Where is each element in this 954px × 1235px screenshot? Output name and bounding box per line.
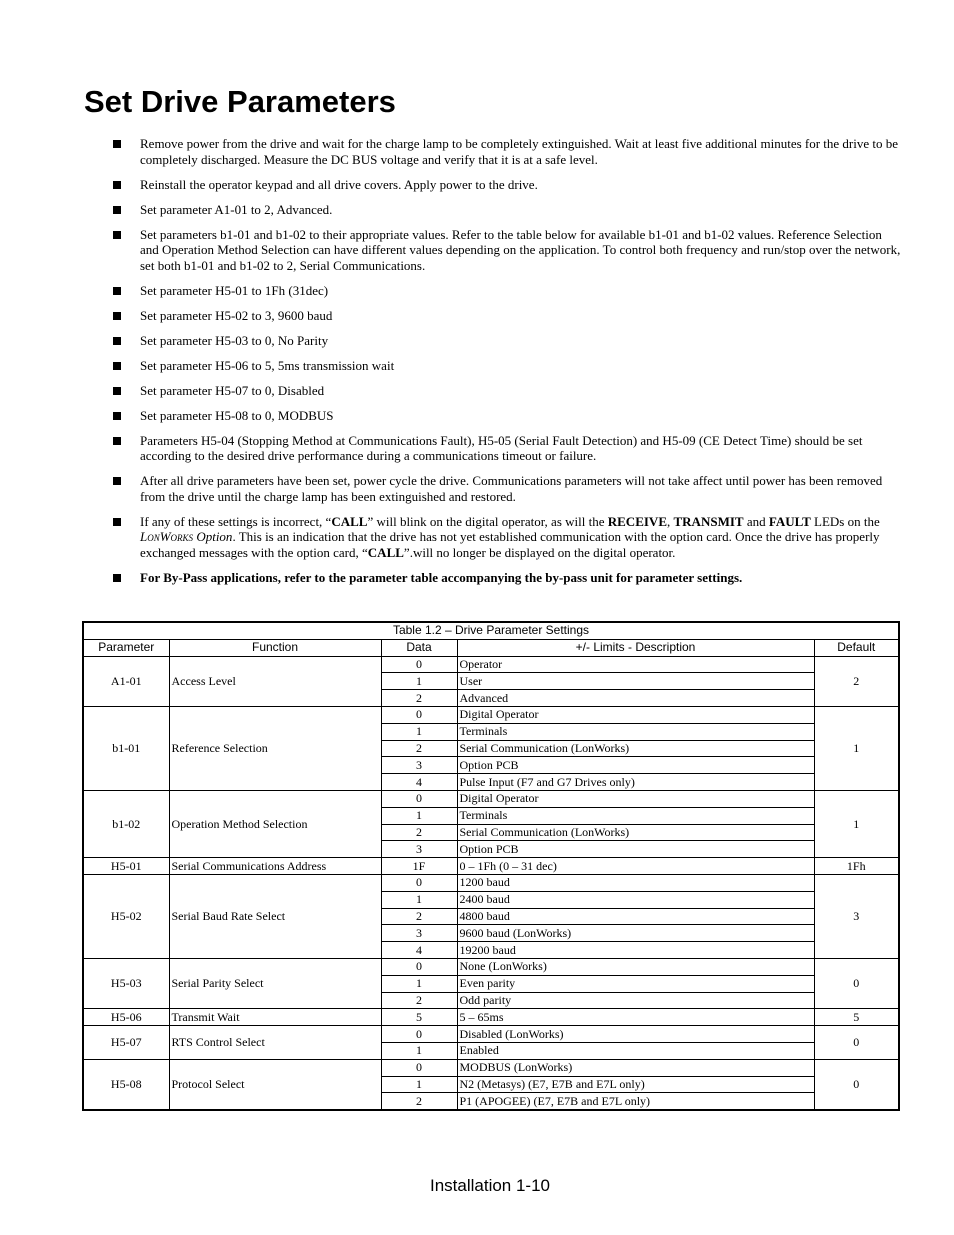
description-cell: Serial Communication (LonWorks) [457,824,814,841]
column-header: +/- Limits - Description [457,639,814,656]
description-cell: Serial Communication (LonWorks) [457,740,814,757]
data-cell: 2 [381,992,457,1009]
data-cell: 0 [381,958,457,975]
function-cell: Transmit Wait [169,1009,381,1026]
table-row [83,874,899,891]
bullet-square-icon [113,140,121,148]
description-cell: N2 (Metasys) (E7, E7B and E7L only) [457,1076,814,1093]
list-item-bypass-note: For By-Pass applications, refer to the parameter table accompanying the by-pass unit for parameter settings. [112,570,902,586]
description-cell: Terminals [457,807,814,824]
table-row [83,1026,899,1043]
bullet-square-icon [113,437,121,445]
table-body [83,656,899,1110]
data-cell: 4 [381,774,457,791]
description-cell: Terminals [457,723,814,740]
default-cell: 0 [814,958,899,1008]
data-cell: 0 [381,656,457,673]
default-cell: 3 [814,874,899,958]
list-item: Set parameter H5-06 to 5, 5ms transmission wait [112,358,902,374]
column-header: Default [814,639,899,656]
description-cell: Disabled (LonWorks) [457,1026,814,1043]
bullet-square-icon [113,412,121,420]
table-caption: Table 1.2 – Drive Parameter Settings [83,622,899,639]
list-item-call-warning: If any of these settings is incorrect, “CALL” will blink on the digital operator, as will the RECEIVE, TRANSMIT and FAULT LEDs on the LonWorks Option. This is an indication that the drive has not yet established communication with the option card. Once the drive has properly exchanged messages with the option card, “CALL”.will no longer be displayed on the digital operator. [112,514,902,561]
table-row [83,1009,899,1026]
data-cell: 3 [381,841,457,858]
table-caption-row [83,622,899,639]
description-cell: Advanced [457,690,814,707]
instruction-list [112,136,902,595]
description-cell: None (LonWorks) [457,958,814,975]
function-cell: Protocol Select [169,1059,381,1110]
data-cell: 0 [381,1026,457,1043]
parameter-cell: H5-03 [83,958,169,1008]
drive-parameter-table [82,621,900,1111]
data-cell: 4 [381,942,457,959]
data-cell: 3 [381,757,457,774]
table-row [83,790,899,807]
bullet-square-icon [113,231,121,239]
bullet-square-icon [113,312,121,320]
list-item: Set parameter H5-03 to 0, No Parity [112,333,902,349]
function-cell: Reference Selection [169,706,381,790]
data-cell: 1 [381,975,457,992]
description-cell: User [457,673,814,690]
description-cell: Digital Operator [457,706,814,723]
function-cell: Serial Communications Address [169,858,381,875]
description-cell: 19200 baud [457,942,814,959]
data-cell: 1 [381,807,457,824]
list-item: Parameters H5-04 (Stopping Method at Communications Fault), H5-05 (Serial Fault Detection) and H5-09 (CE Detect Time) should be set according to the desired drive performance during a communications timeout or failure. [112,433,902,464]
data-cell: 0 [381,1059,457,1076]
bullet-square-icon [113,181,121,189]
parameter-cell: A1-01 [83,656,169,706]
bullet-square-icon [113,206,121,214]
list-item: Reinstall the operator keypad and all drive covers. Apply power to the drive. [112,177,902,193]
table-row [83,656,899,673]
column-header: Function [169,639,381,656]
page-footer: Installation 1-10 [429,1176,551,1195]
table-row [83,958,899,975]
list-item: Set parameter H5-08 to 0, MODBUS [112,408,902,424]
data-cell: 1 [381,723,457,740]
table-row [83,858,899,875]
default-cell: 5 [814,1009,899,1026]
description-cell: MODBUS (LonWorks) [457,1059,814,1076]
function-cell: Serial Parity Select [169,958,381,1008]
column-header: Parameter [83,639,169,656]
description-cell: 0 – 1Fh (0 – 31 dec) [457,858,814,875]
description-cell: Even parity [457,975,814,992]
description-cell: Option PCB [457,841,814,858]
data-cell: 5 [381,1009,457,1026]
data-cell: 1 [381,1042,457,1059]
function-cell: RTS Control Select [169,1026,381,1060]
table-header-row [83,639,899,656]
default-cell: 2 [814,656,899,706]
default-cell: 1 [814,790,899,857]
description-cell: P1 (APOGEE) (E7, E7B and E7L only) [457,1093,814,1110]
description-cell: Option PCB [457,757,814,774]
description-cell: 2400 baud [457,891,814,908]
function-cell: Access Level [169,656,381,706]
data-cell: 0 [381,706,457,723]
parameter-cell: H5-08 [83,1059,169,1110]
bullet-square-icon [113,362,121,370]
default-cell: 0 [814,1059,899,1110]
list-item: Set parameter H5-02 to 3, 9600 baud [112,308,902,324]
bullet-square-icon [113,387,121,395]
description-cell: Operator [457,656,814,673]
data-cell: 2 [381,824,457,841]
data-cell: 2 [381,740,457,757]
description-cell: Enabled [457,1042,814,1059]
list-item: After all drive parameters have been set, power cycle the drive. Communications parameters will not take affect until power has been removed from the drive until the charge lamp has been extinguished and restored. [112,473,902,504]
function-cell: Serial Baud Rate Select [169,874,381,958]
list-item: Remove power from the drive and wait for the charge lamp to be completely extinguished. Wait at least five additional minutes for the drive to be completely discharged. Measure the DC BUS voltage and verify that it is at a safe level. [112,136,902,167]
bullet-square-icon [113,477,121,485]
parameter-cell: H5-01 [83,858,169,875]
data-cell: 2 [381,690,457,707]
parameter-cell: b1-01 [83,706,169,790]
data-cell: 0 [381,790,457,807]
list-item: Set parameter A1-01 to 2, Advanced. [112,202,902,218]
description-cell: Digital Operator [457,790,814,807]
data-cell: 1F [381,858,457,875]
description-cell: 1200 baud [457,874,814,891]
table-row [83,1059,899,1076]
column-header: Data [381,639,457,656]
data-cell: 1 [381,673,457,690]
data-cell: 0 [381,874,457,891]
list-item: Set parameter H5-01 to 1Fh (31dec) [112,283,902,299]
table-row [83,706,899,723]
parameter-cell: b1-02 [83,790,169,857]
data-cell: 1 [381,1076,457,1093]
default-cell: 1 [814,706,899,790]
parameter-cell: H5-07 [83,1026,169,1060]
bullet-square-icon [113,287,121,295]
list-item: Set parameter H5-07 to 0, Disabled [112,383,902,399]
description-cell: 9600 baud (LonWorks) [457,925,814,942]
bullet-square-icon [113,337,121,345]
bullet-square-icon [113,574,121,582]
parameter-cell: H5-02 [83,874,169,958]
default-cell: 1Fh [814,858,899,875]
parameter-cell: H5-06 [83,1009,169,1026]
data-cell: 3 [381,925,457,942]
bullet-square-icon [113,518,121,526]
description-cell: 5 – 65ms [457,1009,814,1026]
function-cell: Operation Method Selection [169,790,381,857]
data-cell: 1 [381,891,457,908]
list-item: Set parameters b1-01 and b1-02 to their appropriate values. Refer to the table below for available b1-01 and b1-02 values. Reference Selection and Operation Method Selection can have different values depending on the application. To control both frequency and run/stop over the network, set both b1-01 and b1-02 to 2, Serial Communications. [112,227,902,274]
default-cell: 0 [814,1026,899,1060]
data-cell: 2 [381,1093,457,1110]
description-cell: 4800 baud [457,908,814,925]
description-cell: Odd parity [457,992,814,1009]
description-cell: Pulse Input (F7 and G7 Drives only) [457,774,814,791]
data-cell: 2 [381,908,457,925]
page-title: Set Drive Parameters [84,84,396,119]
